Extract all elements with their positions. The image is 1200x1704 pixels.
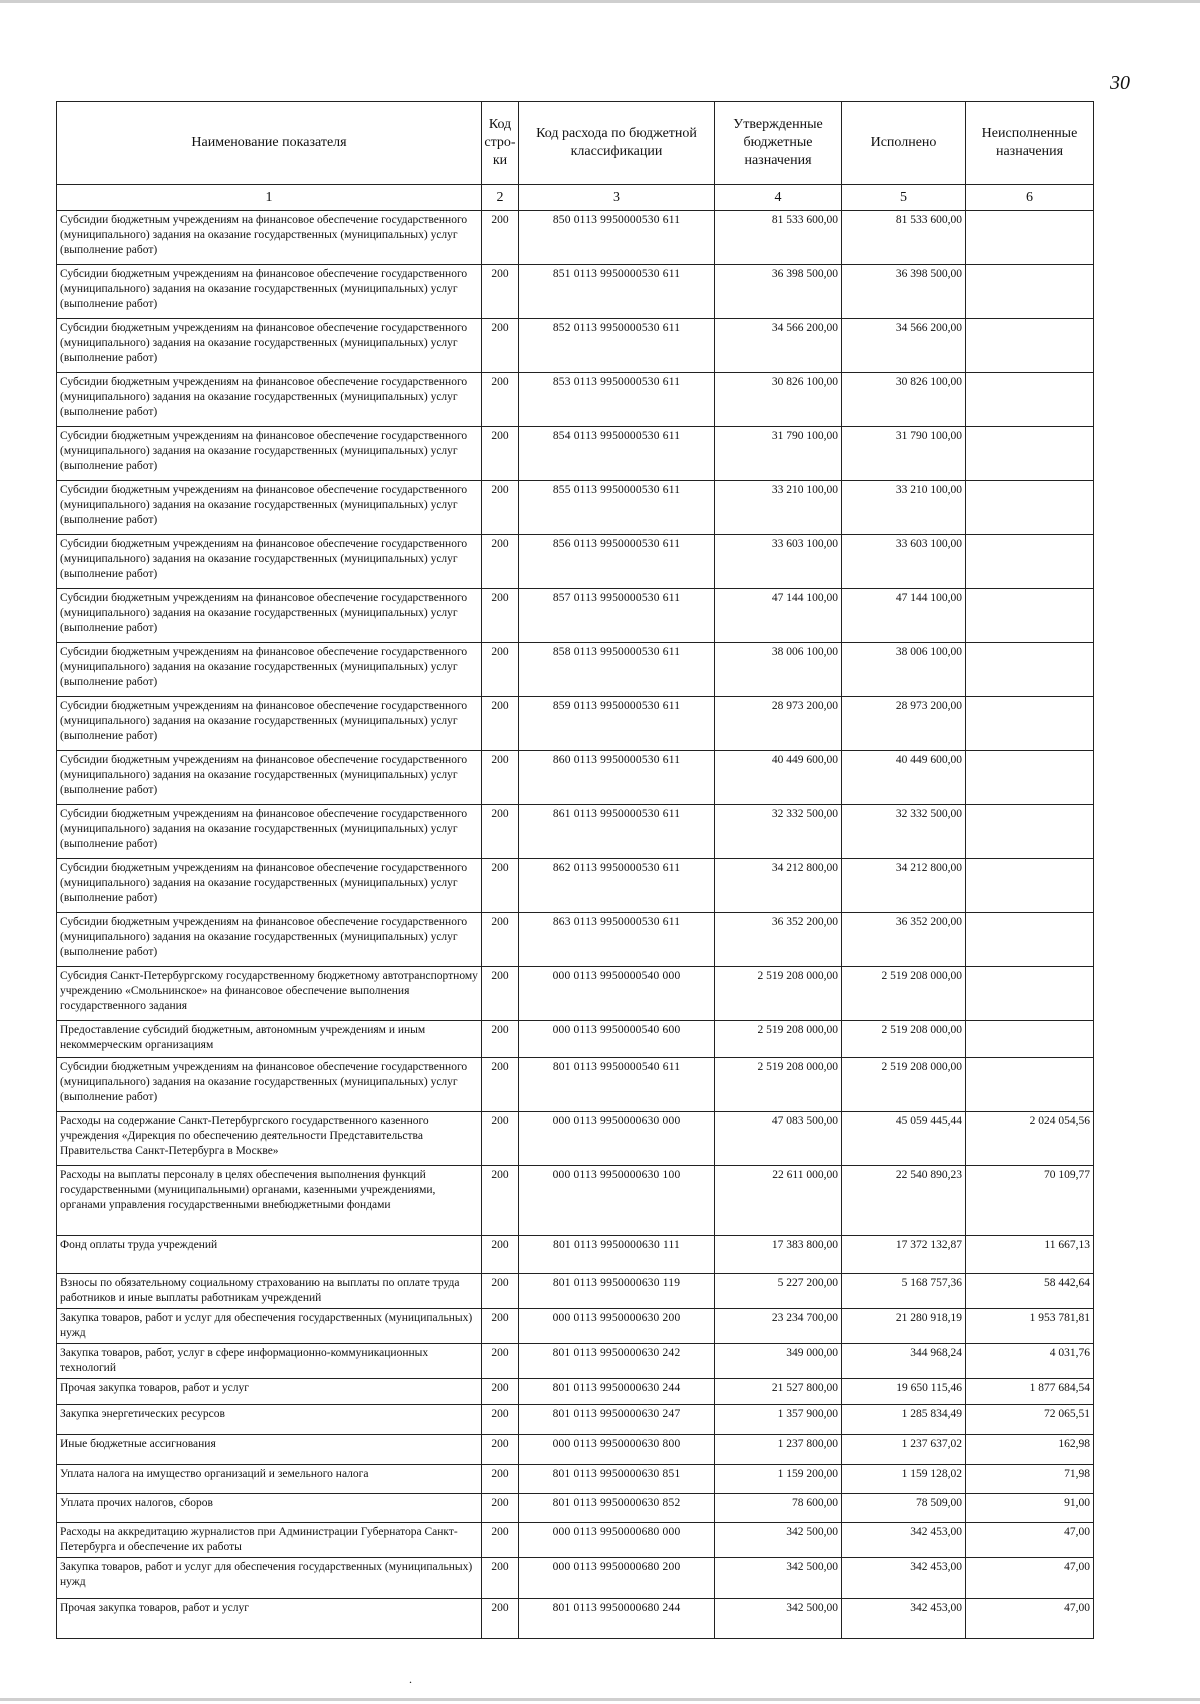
row-executed: 21 280 918,19 — [842, 1309, 966, 1344]
table-row — [57, 967, 1094, 1021]
row-unexecuted — [966, 1021, 1094, 1058]
header-row-code: Код стро-ки — [482, 102, 519, 185]
row-line-code: 200 — [482, 1465, 519, 1494]
row-approved: 34 212 800,00 — [715, 859, 842, 913]
table-row — [57, 535, 1094, 589]
row-unexecuted: 47,00 — [966, 1558, 1094, 1599]
table-row — [57, 1236, 1094, 1274]
column-number-row — [57, 185, 1094, 211]
row-line-code: 200 — [482, 1405, 519, 1435]
row-kbk: 801 0113 9950000630 247 — [519, 1405, 715, 1435]
row-approved: 38 006 100,00 — [715, 643, 842, 697]
row-executed: 1 237 637,02 — [842, 1435, 966, 1465]
row-kbk: 801 0113 9950000680 244 — [519, 1599, 715, 1639]
row-approved: 81 533 600,00 — [715, 211, 842, 265]
row-approved: 22 611 000,00 — [715, 1166, 842, 1236]
row-executed: 34 566 200,00 — [842, 319, 966, 373]
row-line-code: 200 — [482, 1523, 519, 1558]
row-executed: 2 519 208 000,00 — [842, 1021, 966, 1058]
row-approved: 5 227 200,00 — [715, 1274, 842, 1309]
row-line-code: 200 — [482, 1112, 519, 1166]
row-approved: 1 159 200,00 — [715, 1465, 842, 1494]
row-executed: 45 059 445,44 — [842, 1112, 966, 1166]
row-line-code: 200 — [482, 1435, 519, 1465]
row-line-code: 200 — [482, 913, 519, 967]
row-executed: 2 519 208 000,00 — [842, 1058, 966, 1112]
row-executed: 344 968,24 — [842, 1344, 966, 1379]
row-approved: 17 383 800,00 — [715, 1236, 842, 1274]
header-executed: Исполнено — [842, 102, 966, 185]
table-row — [57, 211, 1094, 265]
row-line-code: 200 — [482, 481, 519, 535]
row-approved: 34 566 200,00 — [715, 319, 842, 373]
row-line-code: 200 — [482, 265, 519, 319]
row-approved: 28 973 200,00 — [715, 697, 842, 751]
row-name: Субсидии бюджетным учреждениям на финансовое обеспечение государственного (муниципального) задания на оказание государственных (муниципальных) услуг (выполнение работ) — [57, 589, 482, 643]
column-number: 2 — [482, 185, 519, 211]
row-kbk: 863 0113 9950000530 611 — [519, 913, 715, 967]
row-kbk: 861 0113 9950000530 611 — [519, 805, 715, 859]
row-unexecuted — [966, 967, 1094, 1021]
table-row — [57, 1599, 1094, 1639]
row-line-code: 200 — [482, 1558, 519, 1599]
row-name: Субсидии бюджетным учреждениям на финансовое обеспечение государственного (муниципального) задания на оказание государственных (муниципальных) услуг (выполнение работ) — [57, 373, 482, 427]
row-executed: 30 826 100,00 — [842, 373, 966, 427]
row-line-code: 200 — [482, 1599, 519, 1639]
table-row — [57, 1274, 1094, 1309]
row-line-code: 200 — [482, 535, 519, 589]
header-unexecuted: Неисполненные назначения — [966, 102, 1094, 185]
bottom-scan-edge — [0, 1698, 1200, 1701]
row-unexecuted: 1 953 781,81 — [966, 1309, 1094, 1344]
row-line-code: 200 — [482, 1344, 519, 1379]
table-row — [57, 265, 1094, 319]
row-unexecuted — [966, 265, 1094, 319]
row-name: Субсидии бюджетным учреждениям на финансовое обеспечение государственного (муниципального) задания на оказание государственных (муниципальных) услуг (выполнение работ) — [57, 859, 482, 913]
row-unexecuted — [966, 805, 1094, 859]
row-unexecuted — [966, 373, 1094, 427]
row-unexecuted — [966, 697, 1094, 751]
row-kbk: 801 0113 9950000630 851 — [519, 1465, 715, 1494]
row-executed: 78 509,00 — [842, 1494, 966, 1523]
row-kbk: 000 0113 9950000680 000 — [519, 1523, 715, 1558]
row-line-code: 200 — [482, 1021, 519, 1058]
row-unexecuted — [966, 319, 1094, 373]
row-executed: 34 212 800,00 — [842, 859, 966, 913]
row-line-code: 200 — [482, 859, 519, 913]
row-line-code: 200 — [482, 589, 519, 643]
row-approved: 36 352 200,00 — [715, 913, 842, 967]
row-name: Расходы на аккредитацию журналистов при Администрации Губернатора Санкт-Петербурга и обеспечение их работы — [57, 1523, 482, 1558]
row-line-code: 200 — [482, 1058, 519, 1112]
row-unexecuted — [966, 751, 1094, 805]
row-approved: 1 237 800,00 — [715, 1435, 842, 1465]
row-line-code: 200 — [482, 967, 519, 1021]
table-row — [57, 1309, 1094, 1344]
row-executed: 36 352 200,00 — [842, 913, 966, 967]
header-name: Наименование показателя — [57, 102, 482, 185]
row-executed: 31 790 100,00 — [842, 427, 966, 481]
row-name: Взносы по обязательному социальному страхованию на выплаты по оплате труда работников и иные выплаты работникам учреждений — [57, 1274, 482, 1309]
scan-mark: . — [409, 1672, 412, 1686]
table-row — [57, 1435, 1094, 1465]
row-line-code: 200 — [482, 1309, 519, 1344]
table-row — [57, 1558, 1094, 1599]
row-executed: 1 159 128,02 — [842, 1465, 966, 1494]
row-kbk: 855 0113 9950000530 611 — [519, 481, 715, 535]
row-line-code: 200 — [482, 373, 519, 427]
row-name: Субсидии бюджетным учреждениям на финансовое обеспечение государственного (муниципального) задания на оказание государственных (муниципальных) услуг (выполнение работ) — [57, 265, 482, 319]
row-name: Закупка товаров, работ и услуг для обеспечения государственных (муниципальных) нужд — [57, 1558, 482, 1599]
row-name: Закупка товаров, работ, услуг в сфере информационно-коммуникационных технологий — [57, 1344, 482, 1379]
row-kbk: 858 0113 9950000530 611 — [519, 643, 715, 697]
row-name: Закупка энергетических ресурсов — [57, 1405, 482, 1435]
row-approved: 78 600,00 — [715, 1494, 842, 1523]
table-row — [57, 859, 1094, 913]
row-executed: 342 453,00 — [842, 1599, 966, 1639]
row-unexecuted: 91,00 — [966, 1494, 1094, 1523]
row-kbk: 000 0113 9950000540 600 — [519, 1021, 715, 1058]
row-executed: 33 210 100,00 — [842, 481, 966, 535]
row-approved: 31 790 100,00 — [715, 427, 842, 481]
row-unexecuted — [966, 427, 1094, 481]
row-executed: 36 398 500,00 — [842, 265, 966, 319]
row-approved: 32 332 500,00 — [715, 805, 842, 859]
row-executed: 19 650 115,46 — [842, 1379, 966, 1405]
row-unexecuted — [966, 589, 1094, 643]
row-approved: 2 519 208 000,00 — [715, 1021, 842, 1058]
row-kbk: 801 0113 9950000540 611 — [519, 1058, 715, 1112]
row-approved: 23 234 700,00 — [715, 1309, 842, 1344]
row-unexecuted — [966, 481, 1094, 535]
row-executed: 17 372 132,87 — [842, 1236, 966, 1274]
table-row — [57, 1344, 1094, 1379]
row-approved: 349 000,00 — [715, 1344, 842, 1379]
row-line-code: 200 — [482, 643, 519, 697]
table-row — [57, 1405, 1094, 1435]
row-line-code: 200 — [482, 1236, 519, 1274]
row-line-code: 200 — [482, 319, 519, 373]
row-name: Иные бюджетные ассигнования — [57, 1435, 482, 1465]
row-unexecuted: 4 031,76 — [966, 1344, 1094, 1379]
row-unexecuted: 58 442,64 — [966, 1274, 1094, 1309]
table-row — [57, 481, 1094, 535]
row-kbk: 857 0113 9950000530 611 — [519, 589, 715, 643]
row-name: Закупка товаров, работ и услуг для обеспечения государственных (муниципальных) нужд — [57, 1309, 482, 1344]
row-line-code: 200 — [482, 697, 519, 751]
row-executed: 342 453,00 — [842, 1523, 966, 1558]
row-line-code: 200 — [482, 1274, 519, 1309]
row-unexecuted: 2 024 054,56 — [966, 1112, 1094, 1166]
table-row — [57, 643, 1094, 697]
top-scan-edge — [0, 0, 1200, 3]
row-line-code: 200 — [482, 1166, 519, 1236]
row-name: Субсидии бюджетным учреждениям на финансовое обеспечение государственного (муниципального) задания на оказание государственных (муниципальных) услуг (выполнение работ) — [57, 319, 482, 373]
column-number: 6 — [966, 185, 1094, 211]
row-unexecuted — [966, 1058, 1094, 1112]
row-line-code: 200 — [482, 1379, 519, 1405]
table-row — [57, 697, 1094, 751]
row-kbk: 859 0113 9950000530 611 — [519, 697, 715, 751]
row-name: Субсидия Санкт-Петербургскому государственному бюджетному автотранспортному учреждению «Смольнинское» на финансовое обеспечение выполнения государственного задания — [57, 967, 482, 1021]
header-approved: Утвержденные бюджетные назначения — [715, 102, 842, 185]
table-row — [57, 1523, 1094, 1558]
table-row — [57, 1465, 1094, 1494]
row-approved: 47 083 500,00 — [715, 1112, 842, 1166]
row-name: Субсидии бюджетным учреждениям на финансовое обеспечение государственного (муниципального) задания на оказание государственных (муниципальных) услуг (выполнение работ) — [57, 913, 482, 967]
row-line-code: 200 — [482, 427, 519, 481]
row-kbk: 000 0113 9950000630 200 — [519, 1309, 715, 1344]
column-number: 5 — [842, 185, 966, 211]
row-kbk: 000 0113 9950000540 000 — [519, 967, 715, 1021]
table-row — [57, 913, 1094, 967]
row-name: Прочая закупка товаров, работ и услуг — [57, 1379, 482, 1405]
row-executed: 32 332 500,00 — [842, 805, 966, 859]
row-executed: 22 540 890,23 — [842, 1166, 966, 1236]
row-approved: 2 519 208 000,00 — [715, 1058, 842, 1112]
table-row — [57, 1166, 1094, 1236]
table-row — [57, 1379, 1094, 1405]
table-header-row — [57, 102, 1094, 185]
row-name: Уплата прочих налогов, сборов — [57, 1494, 482, 1523]
row-line-code: 200 — [482, 1494, 519, 1523]
row-approved: 342 500,00 — [715, 1599, 842, 1639]
row-kbk: 801 0113 9950000630 111 — [519, 1236, 715, 1274]
row-unexecuted: 162,98 — [966, 1435, 1094, 1465]
row-name: Прочая закупка товаров, работ и услуг — [57, 1599, 482, 1639]
budget-execution-table — [56, 101, 1094, 1639]
column-number: 1 — [57, 185, 482, 211]
table-row — [57, 751, 1094, 805]
row-executed: 81 533 600,00 — [842, 211, 966, 265]
page-number: 30 — [1110, 72, 1130, 94]
row-kbk: 851 0113 9950000530 611 — [519, 265, 715, 319]
row-executed: 38 006 100,00 — [842, 643, 966, 697]
row-kbk: 853 0113 9950000530 611 — [519, 373, 715, 427]
row-executed: 2 519 208 000,00 — [842, 967, 966, 1021]
row-name: Расходы на выплаты персоналу в целях обеспечения выполнения функций государственными (муниципальными) органами, казенными учреждениями, органами управления государственными внебюджетными фондами — [57, 1166, 482, 1236]
row-name: Субсидии бюджетным учреждениям на финансовое обеспечение государственного (муниципального) задания на оказание государственных (муниципальных) услуг (выполнение работ) — [57, 481, 482, 535]
table-row — [57, 589, 1094, 643]
row-approved: 1 357 900,00 — [715, 1405, 842, 1435]
row-line-code: 200 — [482, 751, 519, 805]
row-kbk: 000 0113 9950000680 200 — [519, 1558, 715, 1599]
row-name: Субсидии бюджетным учреждениям на финансовое обеспечение государственного (муниципального) задания на оказание государственных (муниципальных) услуг (выполнение работ) — [57, 211, 482, 265]
table-row — [57, 427, 1094, 481]
row-name: Субсидии бюджетным учреждениям на финансовое обеспечение государственного (муниципального) задания на оказание государственных (муниципальных) услуг (выполнение работ) — [57, 643, 482, 697]
row-kbk: 852 0113 9950000530 611 — [519, 319, 715, 373]
row-approved: 342 500,00 — [715, 1558, 842, 1599]
table-row — [57, 319, 1094, 373]
row-approved: 21 527 800,00 — [715, 1379, 842, 1405]
row-approved: 33 210 100,00 — [715, 481, 842, 535]
row-unexecuted: 72 065,51 — [966, 1405, 1094, 1435]
row-approved: 2 519 208 000,00 — [715, 967, 842, 1021]
row-name: Субсидии бюджетным учреждениям на финансовое обеспечение государственного (муниципального) задания на оказание государственных (муниципальных) услуг (выполнение работ) — [57, 427, 482, 481]
row-kbk: 801 0113 9950000630 244 — [519, 1379, 715, 1405]
row-unexecuted — [966, 211, 1094, 265]
column-number: 4 — [715, 185, 842, 211]
row-unexecuted — [966, 535, 1094, 589]
row-approved: 40 449 600,00 — [715, 751, 842, 805]
row-executed: 28 973 200,00 — [842, 697, 966, 751]
row-name: Субсидии бюджетным учреждениям на финансовое обеспечение государственного (муниципального) задания на оказание государственных (муниципальных) услуг (выполнение работ) — [57, 535, 482, 589]
row-unexecuted: 47,00 — [966, 1599, 1094, 1639]
table-row — [57, 1058, 1094, 1112]
row-name: Фонд оплаты труда учреждений — [57, 1236, 482, 1274]
row-kbk: 856 0113 9950000530 611 — [519, 535, 715, 589]
row-kbk: 000 0113 9950000630 800 — [519, 1435, 715, 1465]
row-unexecuted — [966, 859, 1094, 913]
row-name: Уплата налога на имущество организаций и земельного налога — [57, 1465, 482, 1494]
row-kbk: 801 0113 9950000630 119 — [519, 1274, 715, 1309]
row-executed: 342 453,00 — [842, 1558, 966, 1599]
row-approved: 33 603 100,00 — [715, 535, 842, 589]
table-row — [57, 805, 1094, 859]
row-approved: 36 398 500,00 — [715, 265, 842, 319]
table-body — [57, 211, 1094, 1639]
row-name: Предоставление субсидий бюджетным, автономным учреждениям и иным некоммерческим организациям — [57, 1021, 482, 1058]
table-row — [57, 1021, 1094, 1058]
row-name: Расходы на содержание Санкт-Петербургского государственного казенного учреждения «Дирекция по обеспечению деятельности Представительства Правительства Санкт-Петербурга в Москве» — [57, 1112, 482, 1166]
row-kbk: 000 0113 9950000630 000 — [519, 1112, 715, 1166]
row-line-code: 200 — [482, 211, 519, 265]
row-kbk: 801 0113 9950000630 242 — [519, 1344, 715, 1379]
row-executed: 5 168 757,36 — [842, 1274, 966, 1309]
row-kbk: 801 0113 9950000630 852 — [519, 1494, 715, 1523]
row-unexecuted: 47,00 — [966, 1523, 1094, 1558]
row-name: Субсидии бюджетным учреждениям на финансовое обеспечение государственного (муниципального) задания на оказание государственных (муниципальных) услуг (выполнение работ) — [57, 751, 482, 805]
row-approved: 47 144 100,00 — [715, 589, 842, 643]
row-name: Субсидии бюджетным учреждениям на финансовое обеспечение государственного (муниципального) задания на оказание государственных (муниципальных) услуг (выполнение работ) — [57, 1058, 482, 1112]
row-kbk: 862 0113 9950000530 611 — [519, 859, 715, 913]
row-approved: 342 500,00 — [715, 1523, 842, 1558]
row-approved: 30 826 100,00 — [715, 373, 842, 427]
row-executed: 33 603 100,00 — [842, 535, 966, 589]
column-number: 3 — [519, 185, 715, 211]
row-unexecuted — [966, 913, 1094, 967]
row-executed: 40 449 600,00 — [842, 751, 966, 805]
row-name: Субсидии бюджетным учреждениям на финансовое обеспечение государственного (муниципального) задания на оказание государственных (муниципальных) услуг (выполнение работ) — [57, 805, 482, 859]
row-unexecuted: 71,98 — [966, 1465, 1094, 1494]
row-unexecuted: 11 667,13 — [966, 1236, 1094, 1274]
table-row — [57, 1494, 1094, 1523]
row-executed: 47 144 100,00 — [842, 589, 966, 643]
row-unexecuted: 70 109,77 — [966, 1166, 1094, 1236]
row-line-code: 200 — [482, 805, 519, 859]
row-unexecuted: 1 877 684,54 — [966, 1379, 1094, 1405]
header-kbk: Код расхода по бюджетной классификации — [519, 102, 715, 185]
row-unexecuted — [966, 643, 1094, 697]
row-name: Субсидии бюджетным учреждениям на финансовое обеспечение государственного (муниципального) задания на оказание государственных (муниципальных) услуг (выполнение работ) — [57, 697, 482, 751]
row-kbk: 854 0113 9950000530 611 — [519, 427, 715, 481]
table-row — [57, 373, 1094, 427]
row-executed: 1 285 834,49 — [842, 1405, 966, 1435]
table-row — [57, 1112, 1094, 1166]
row-kbk: 000 0113 9950000630 100 — [519, 1166, 715, 1236]
row-kbk: 860 0113 9950000530 611 — [519, 751, 715, 805]
row-kbk: 850 0113 9950000530 611 — [519, 211, 715, 265]
